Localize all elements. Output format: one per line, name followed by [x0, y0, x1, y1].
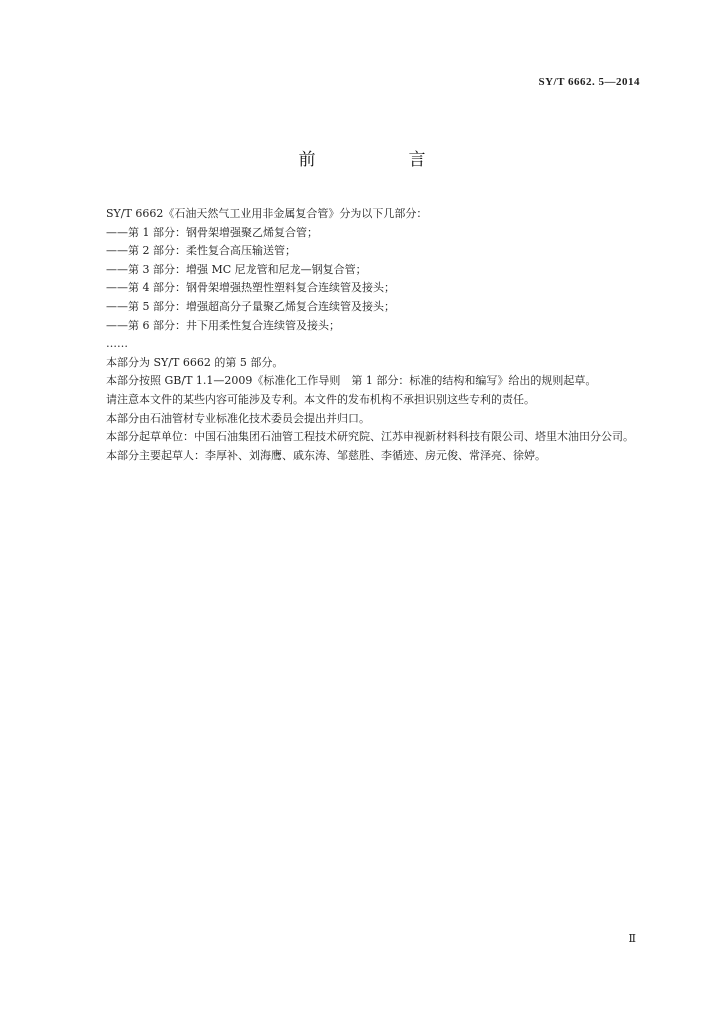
parts-list — [84, 224, 644, 354]
paragraph-patent-notice: 请注意本文件的某些内容可能涉及专利。本文件的发布机构不承担识别这些专利的责任。 — [106, 392, 535, 406]
list-ellipsis: …… — [106, 337, 128, 351]
list-item: ——第 4 部分：钢骨架增强热塑性塑料复合连续管及接头； — [106, 281, 395, 295]
page-title: 前 言 — [298, 150, 464, 170]
list-item: ——第 2 部分：柔性复合高压输送管； — [106, 244, 296, 258]
list-item: ——第 3 部分：增强 MC 尼龙管和尼龙—钢复合管； — [106, 262, 367, 276]
intro-paragraph: SY/T 6662《石油天然气工业用非金属复合管》分为以下几部分： — [106, 207, 428, 220]
standard-code: SY/T 6662. 5—2014 — [538, 76, 640, 88]
paragraph-drafting-units: 本部分起草单位：中国石油集团石油管工程技术研究院、江苏申视新材料科技有限公司、塔里木油田分公司。 — [106, 430, 634, 444]
list-item: ——第 6 部分：井下用柔性复合连续管及接头； — [106, 318, 340, 332]
paragraph-proposer: 本部分由石油管材专业标准化技术委员会提出并归口。 — [106, 411, 370, 425]
paragraph-part-statement: 本部分为 SY/T 6662 的第 5 部分。 — [106, 355, 284, 369]
paragraph-drafters: 本部分主要起草人：李厚补、刘海鹰、戚东涛、邹慈胜、李循迹、房元俊、常泽亮、徐婷。 — [106, 448, 546, 462]
page-number: Ⅱ — [628, 933, 636, 945]
document-body — [84, 205, 644, 465]
list-item: ——第 1 部分：钢骨架增强聚乙烯复合管； — [106, 225, 318, 239]
paragraph-drafting-rules: 本部分按照 GB/T 1.1—2009《标准化工作导则 第 1 部分：标准的结构和编写》给出的规则起草。 — [106, 374, 597, 388]
list-item: ——第 5 部分：增强超高分子量聚乙烯复合连续管及接头； — [106, 299, 395, 313]
